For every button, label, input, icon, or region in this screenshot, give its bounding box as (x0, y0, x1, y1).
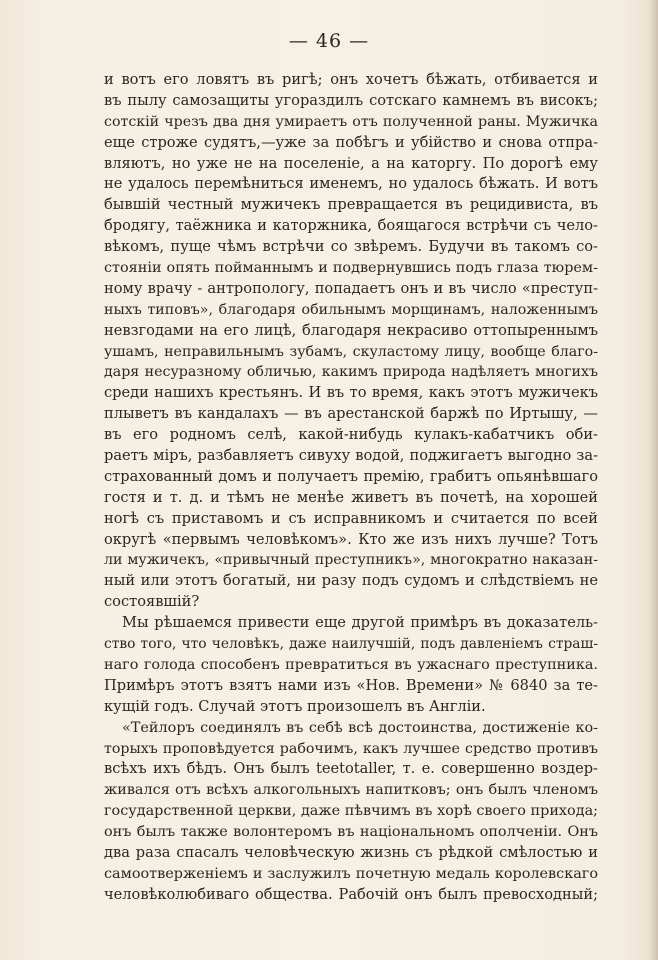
text-line: наго голода способенъ превратиться въ ужаснаго преступника. (104, 656, 598, 673)
text-line: ство того, что человѣкъ, даже наилучшій, подъ давленіемъ страш- (104, 636, 598, 653)
text-line: онъ былъ также волонтеромъ въ національномъ ополченіи. Онъ (104, 824, 598, 841)
page-number: — 46 — (288, 30, 370, 52)
text-line: «Тейлоръ соединялъ въ себѣ всѣ достоинства, достиженіе ко- (122, 719, 598, 736)
text-line: страхованный домъ и получаетъ премію, грабитъ опьянѣвшаго (104, 467, 598, 485)
text-line: плыветъ въ кандалахъ — въ арестанской баржѣ по Иртышу, — (104, 405, 598, 423)
text-line: округѣ «первымъ человѣкомъ». Кто же изъ нихъ лучше? Тотъ (104, 530, 598, 548)
text-line: гостя и т. д. и тѣмъ не менѣе живетъ въ почетѣ, на хорошей (104, 488, 598, 506)
text-line: торыхъ проповѣдуется рабочимъ, какъ лучшее средство противъ (104, 740, 598, 757)
text-line: ногѣ съ приставомъ и съ исправникомъ и считается по всей (104, 509, 598, 527)
text-line: бродягу, таёжника и каторжника, боящагося встрѣчи съ чело- (104, 217, 598, 235)
text-line: не удалось перемѣниться именемъ, но удалось бѣжать. И вотъ (104, 175, 598, 193)
text-line: всѣхъ ихъ бѣдъ. Онъ былъ teetotaller, т. е. совершенно воздер- (104, 760, 598, 778)
text-line: еще строже судятъ,—уже за побѣгъ и убійство и снова отпра- (104, 133, 598, 151)
text-line: вѣкомъ, пуще чѣмъ встрѣчи со звѣремъ. Будучи въ такомъ со- (104, 238, 598, 256)
body-text (104, 70, 598, 906)
text-line: бывшій честный мужичекъ превращается въ рецидивиста, въ (104, 196, 598, 214)
text-line: два раза спасалъ человѣческую жизнь съ рѣдкой смѣлостью и (104, 843, 598, 861)
text-line: въ его родномъ селѣ, какой-нибудь кулакъ-кабатчикъ оби- (104, 426, 598, 444)
text-line: самоотверженіемъ и заслужилъ почетную медаль королевскаго (104, 865, 598, 882)
text-line: и вотъ его ловятъ въ ригѣ; онъ хочетъ бѣжать, отбивается и (104, 71, 598, 88)
text-line: состоявшій? (104, 593, 200, 611)
text-line: государственной церкви, даже пѣвчимъ въ хорѣ своего прихода; (104, 803, 598, 820)
text-line: стояніи опять пойманнымъ и подвернувшись подъ глаза тюрем- (104, 260, 598, 277)
text-line: даря несуразному обличью, какимъ природа надѣляетъ многихъ (104, 364, 598, 381)
text-line: среди нашихъ крестьянъ. И въ то время, какъ этотъ мужичекъ (104, 384, 598, 402)
text-line: ушамъ, неправильнымъ зубамъ, скуластому лицу, вообще благо- (104, 343, 598, 360)
text-line: невзгодами на его лицѣ, благодаря некрасиво оттопыреннымъ (104, 321, 598, 339)
text-line: сотскій чрезъ два дня умираетъ отъ полученной раны. Мужичка (104, 113, 598, 130)
page-edge-shadow (648, 0, 658, 960)
text-line: въ пылу самозащиты угораздилъ сотскаго камнемъ въ високъ; (104, 91, 598, 109)
text-line: ныхъ типовъ», благодаря обильнымъ морщинамъ, наложеннымъ (104, 301, 598, 318)
text-line: вляютъ, но уже не на поселеніе, а на каторгу. По дорогѣ ему (104, 154, 598, 172)
text-line: Мы рѣшаемся привести еще другой примѣръ въ доказатель- (122, 614, 598, 632)
text-line: ный или этотъ богатый, ни разу подъ судомъ и слѣдствіемъ не (104, 572, 598, 590)
text-line: Примѣръ этотъ взятъ нами изъ «Нов. Времени» № 6840 за те- (104, 676, 598, 694)
text-line: кущій годъ. Случай этотъ произошелъ въ Англіи. (104, 697, 486, 715)
text-line: ному врачу - антропологу, попадаетъ онъ и въ число «преступ- (104, 279, 598, 297)
text-line: ли мужичекъ, «привычный преступникъ», многократно наказан- (104, 552, 598, 569)
text-line: живался отъ всѣхъ алкогольныхъ напитковъ; онъ былъ членомъ (104, 782, 598, 799)
text-line: раетъ міръ, разбавляетъ сивуху водой, поджигаетъ выгодно за- (104, 447, 598, 465)
text-line: человѣколюбиваго общества. Рабочій онъ былъ превосходный; (104, 885, 598, 903)
